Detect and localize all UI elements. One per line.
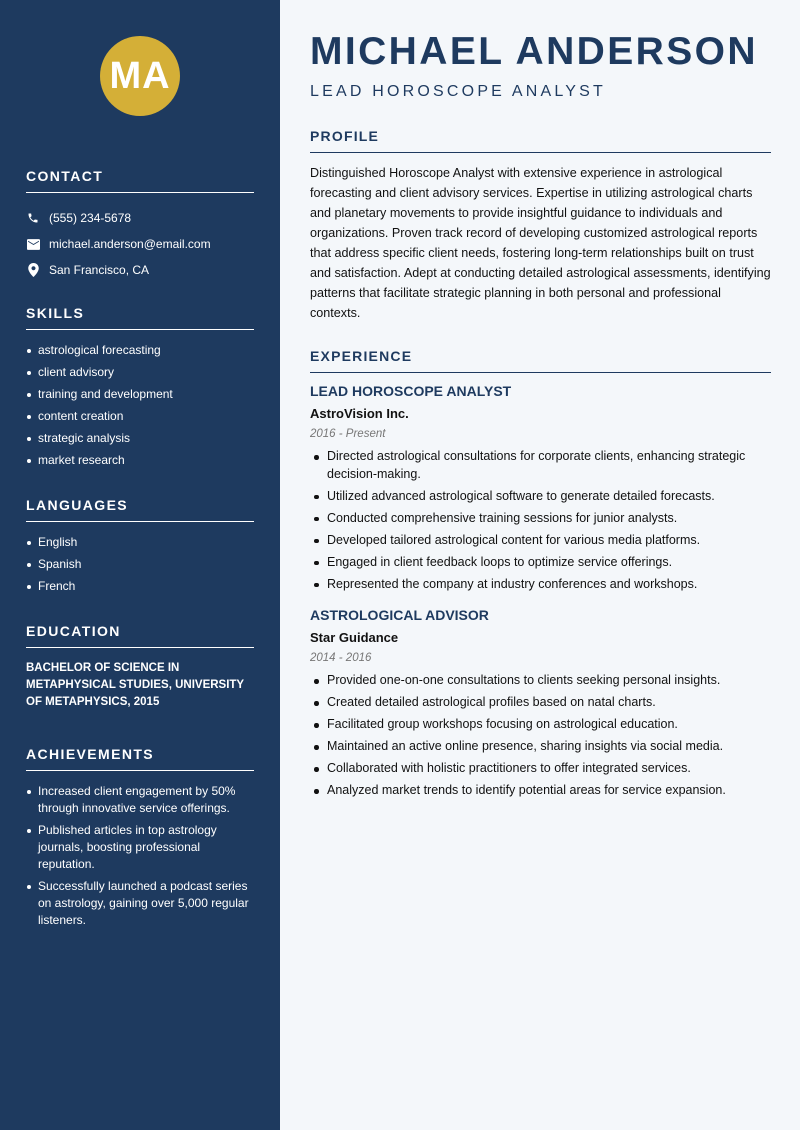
job-bullet: Developed tailored astrological content for various media platforms. [310, 532, 771, 550]
education-heading: EDUCATION [26, 623, 254, 648]
languages-section [26, 497, 254, 600]
job-bullet: Utilized advanced astrological software to generate detailed forecasts. [310, 488, 771, 506]
job-dates: 2016 - Present [310, 428, 386, 440]
experience-section [310, 348, 771, 814]
sidebar [0, 0, 280, 1130]
job-bullet: Created detailed astrological profiles based on natal charts. [310, 694, 771, 712]
job-company: Star Guidance [310, 630, 399, 645]
job-bullets [310, 672, 771, 800]
job-title: ASTROLOGICAL ADVISOR [310, 607, 489, 623]
contact-location [26, 257, 254, 283]
achievements-heading: ACHIEVEMENTS [26, 746, 254, 771]
skill-item: training and development [26, 386, 254, 403]
email-text[interactable]: michael.anderson@email.com [49, 237, 211, 251]
job-bullet: Analyzed market trends to identify potential areas for service expansion. [310, 782, 771, 800]
skill-item: content creation [26, 408, 254, 425]
contact-phone [26, 205, 254, 231]
language-item: English [26, 534, 254, 551]
achievement-item: Successfully launched a podcast series on astrology, gaining over 5,000 regular listeners. [26, 878, 254, 929]
candidate-title: LEAD HOROSCOPE ANALYST [310, 83, 606, 100]
profile-heading: PROFILE [310, 128, 771, 153]
skill-item: market research [26, 452, 254, 469]
skill-item: strategic analysis [26, 430, 254, 447]
languages-list [26, 534, 254, 595]
job-entry [310, 383, 771, 593]
skills-list [26, 342, 254, 469]
achievements-section [26, 746, 254, 934]
job-dates: 2014 - 2016 [310, 652, 372, 664]
language-item: French [26, 578, 254, 595]
avatar [100, 36, 180, 116]
education-degree: BACHELOR OF SCIENCE IN METAPHYSICAL STUDIES, UNIVERSITY OF METAPHYSICS, 2015 [26, 662, 244, 708]
avatar-initials: MA [109, 54, 171, 97]
job-entry [310, 607, 771, 800]
profile-text: Distinguished Horoscope Analyst with extensive experience in astrological forecasting and client advisory services. Expertise in utilizing astrological charts and planetary movements to provide insightful guidance to individuals and organizations. Proven track record of developing customized astrological reports that address specific client needs, fostering long-term relationships built on trust and satisfaction. Adept at conducting detailed astrological assessments, identifying patterns that facilitate strategic planning in both personal and professional contexts. [310, 166, 771, 320]
job-bullet: Collaborated with holistic practitioners to offer integrated services. [310, 760, 771, 778]
skill-item: client advisory [26, 364, 254, 381]
job-bullet: Engaged in client feedback loops to optimize service offerings. [310, 554, 771, 572]
profile-section [310, 128, 771, 323]
location-pin-icon [26, 263, 40, 277]
job-bullet: Provided one-on-one consultations to clients seeking personal insights. [310, 672, 771, 690]
contact-section [26, 168, 254, 283]
job-bullet: Directed astrological consultations for corporate clients, enhancing strategic decision-making. [310, 448, 771, 483]
contact-email [26, 231, 254, 257]
skills-heading: SKILLS [26, 305, 254, 330]
language-item: Spanish [26, 556, 254, 573]
job-bullet: Conducted comprehensive training sessions for junior analysts. [310, 510, 771, 528]
job-company: AstroVision Inc. [310, 406, 409, 421]
experience-heading: EXPERIENCE [310, 348, 771, 373]
job-title: LEAD HOROSCOPE ANALYST [310, 383, 512, 399]
skill-item: astrological forecasting [26, 342, 254, 359]
email-icon [26, 237, 40, 251]
job-bullets [310, 448, 771, 593]
contact-heading: CONTACT [26, 168, 254, 193]
location-text: San Francisco, CA [49, 263, 150, 277]
job-bullet: Represented the company at industry conferences and workshops. [310, 576, 771, 594]
achievements-list [26, 783, 254, 929]
main-content [280, 0, 800, 1130]
achievement-item: Increased client engagement by 50% through innovative service offerings. [26, 783, 254, 817]
phone-text[interactable]: (555) 234-5678 [49, 211, 132, 225]
job-bullet: Maintained an active online presence, sharing insights via social media. [310, 738, 771, 756]
education-section [26, 623, 254, 711]
phone-icon [26, 211, 40, 225]
languages-heading: LANGUAGES [26, 497, 254, 522]
job-bullet: Facilitated group workshops focusing on astrological education. [310, 716, 771, 734]
achievement-item: Published articles in top astrology journals, boosting professional reputation. [26, 822, 254, 873]
skills-section [26, 305, 254, 474]
candidate-name: MICHAEL ANDERSON [310, 30, 758, 73]
